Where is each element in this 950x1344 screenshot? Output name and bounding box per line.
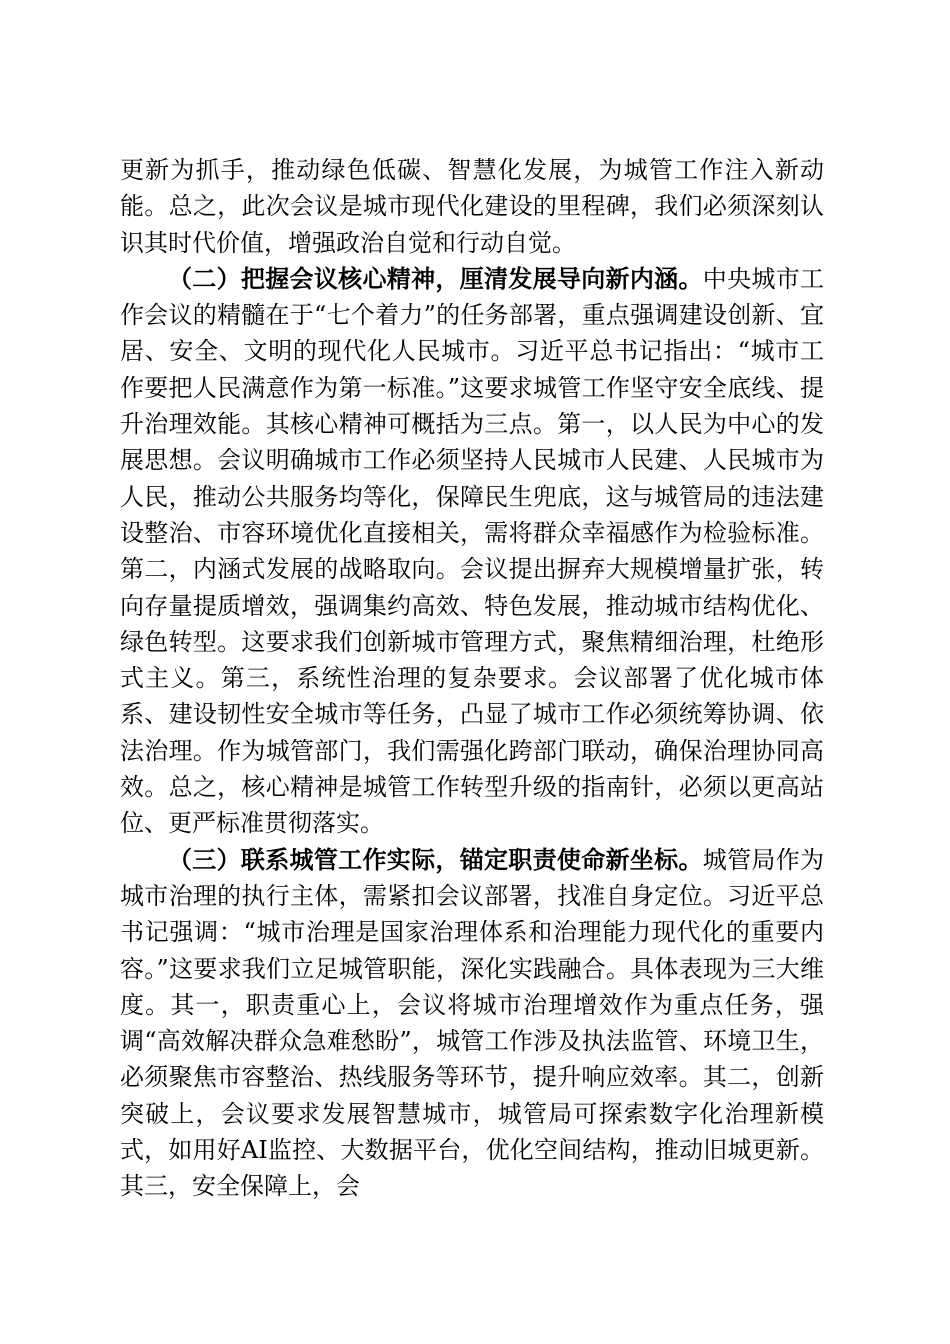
section-heading: （二）把握会议核心精神，厘清发展导向新内涵。 xyxy=(168,263,703,293)
paragraph-section-two xyxy=(120,261,824,842)
paragraph-section-three xyxy=(120,842,824,1205)
document-body xyxy=(120,152,824,1205)
paragraph-continuation xyxy=(120,152,824,261)
paragraph-text: 更新为抓手，推动绿色低碳、智慧化发展，为城管工作注入新动能。总之，此次会议是城市现代化建设的里程碑，我们必须深刻认识其时代价值，增强政治自觉和行动自觉。 xyxy=(120,156,824,257)
paragraph-text: 中央城市工作会议的精髓在于“七个着力”的任务部署，重点强调建设创新、宜居、安全、文明的现代化人民城市。习近平总书记指出：“城市工作要把人民满意作为第一标准。”这要求城管工作坚守安全底线、提升治理效能。其核心精神可概括为三点。第一，以人民为中心的发展思想。会议明确城市工作必须坚持人民城市人民建、人民城市为人民，推动公共服务均等化，保障民生兜底，这与城管局的违法建设整治、市容环境优化直接相关，需将群众幸福感作为检验标准。第二，内涵式发展的战略取向。会议提出摒弃大规模增量扩张，转向存量提质增效，强调集约高效、特色发展，推动城市结构优化、绿色转型。这要求我们创新城市管理方式，聚焦精细治理，杜绝形式主义。第三，系统性治理的复杂要求。会议部署了优化城市体系、建设韧性安全城市等任务，凸显了城市工作必须统筹协调、依法治理。作为城管部门，我们需强化跨部门联动，确保治理协同高效。总之，核心精神是城管工作转型升级的指南针，必须以更高站位、更严标准贯彻落实。 xyxy=(120,264,825,838)
paragraph-text: 城管局作为城市治理的执行主体，需紧扣会议部署，找准自身定位。习近平总书记强调：“城市治理是国家治理体系和治理能力现代化的重要内容。”这要求我们立足城管职能，深化实践融合。具体表现为三大维度。其一，职责重心上，会议将城市治理增效作为重点任务，强调“高效解决群众急难愁盼”，城管工作涉及执法监管、环境卫生，必须聚焦市容整治、热线服务等环节，提升响应效率。其二，创新突破上，会议要求发展智慧城市，城管局可探索数字化治理新模式，如用好AI监控、大数据平台，优化空间结构，推动旧城更新。其三，安全保障上，会 xyxy=(120,845,825,1201)
section-heading: （三）联系城管工作实际，锚定职责使命新坐标。 xyxy=(168,844,703,874)
